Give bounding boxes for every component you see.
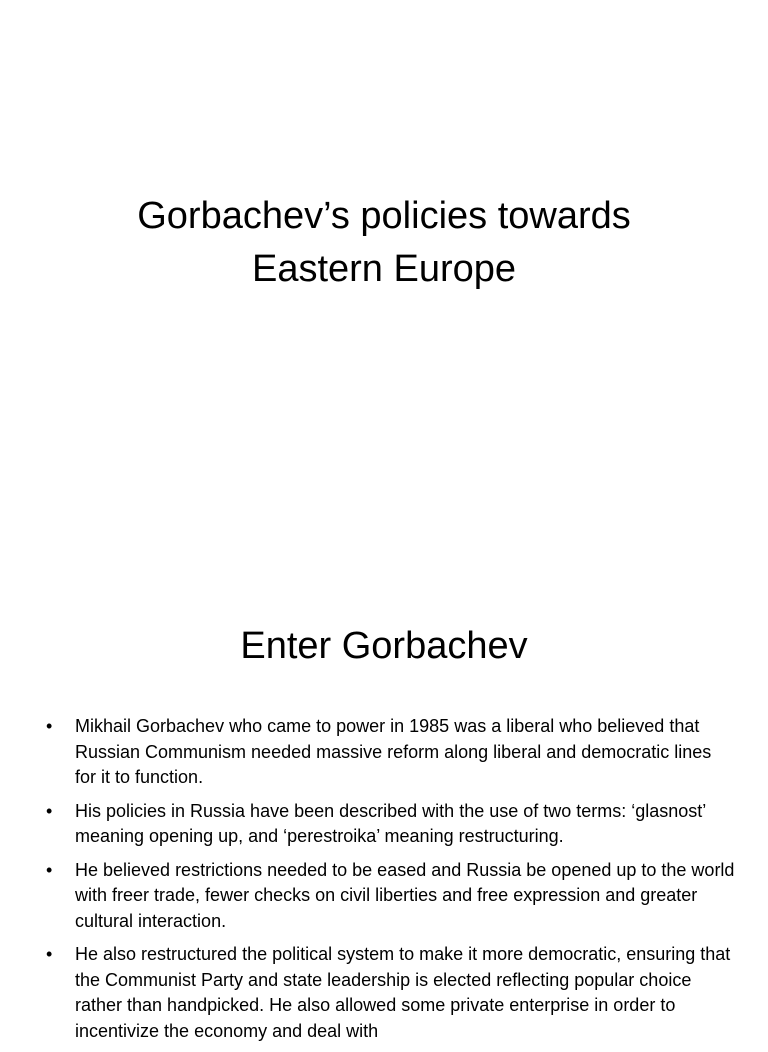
bullet-item [46,942,736,1044]
bullet-text: Mikhail Gorbachev who came to power in 1985 was a liberal who believed that Russian Communism needed massive reform along liberal and democratic lines for it to function. [75,716,712,787]
content-slide [0,576,768,1041]
slide-heading: Enter Gorbachev [240,625,528,667]
bullet-icon: • [46,859,53,880]
bullet-icon: • [46,716,53,736]
bullet-text: His policies in Russia have been described with the use of two terms: ‘glasnost’ meaning opening up, and ‘perestroika’ meaning restructuring. [75,800,706,846]
bullet-item [46,858,736,935]
bullet-text: He believed restrictions needed to be eased and Russia be opened up to the world with freer trade, fewer checks on civil liberties and free expression and greater cultural interaction. [75,859,735,931]
bullet-item [46,714,736,791]
bullet-icon: • [46,800,53,821]
bullet-list [46,714,736,1052]
slide-title: Gorbachev’s policies towards Eastern Europe [137,195,631,291]
bullet-text: He also restructured the political system to make it more democratic, ensuring that the Communist Party and state leadership is elected reflecting popular choice rather than handpicked. He also allowed some private enterprise in order to incentivize the economy and deal with [75,944,731,1041]
bullet-icon: • [46,944,53,964]
bullet-item [46,799,736,850]
